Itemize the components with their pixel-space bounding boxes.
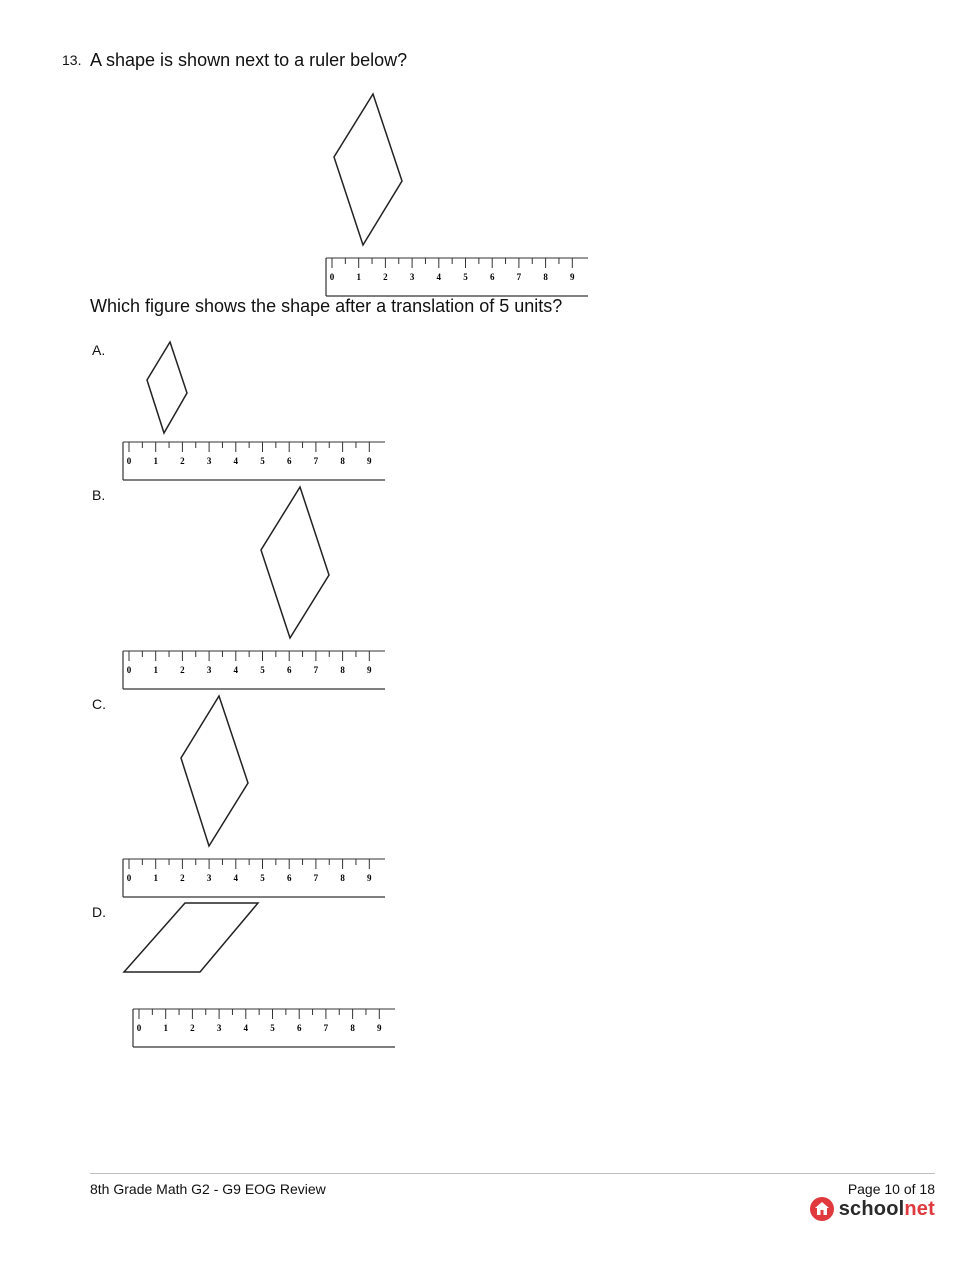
- ruler-label: 3: [206, 665, 212, 675]
- choice-c-label[interactable]: C.: [92, 696, 106, 712]
- question-text: A shape is shown next to a ruler below?: [90, 50, 408, 70]
- choice-c-figure[interactable]: [123, 696, 385, 897]
- house-icon: [809, 1196, 835, 1222]
- original-rhombus: [334, 94, 402, 245]
- ruler-label: 1: [356, 272, 361, 282]
- ruler-label: 3: [216, 1023, 222, 1033]
- footer-title: 8th Grade Math G2 - G9 EOG Review: [90, 1181, 326, 1197]
- choice-d-rhombus: [124, 903, 258, 972]
- ruler-label: 8: [543, 272, 548, 282]
- ruler-label: 9: [570, 272, 575, 282]
- choice-d-label[interactable]: D.: [92, 904, 106, 920]
- ruler-label: 5: [260, 665, 265, 675]
- ruler-label: 9: [367, 873, 372, 883]
- ruler-label: 6: [286, 456, 292, 466]
- ruler-label: 0: [126, 665, 132, 675]
- ruler-label: 1: [153, 665, 158, 675]
- ruler-label: 3: [206, 873, 212, 883]
- ruler-label: 8: [350, 1023, 355, 1033]
- ruler-label: 0: [136, 1023, 142, 1033]
- ruler-label: 7: [313, 873, 319, 883]
- ruler-original: [326, 258, 588, 296]
- logo-text-net: net: [904, 1197, 935, 1220]
- ruler-choice-a: [123, 442, 385, 480]
- ruler-label: 6: [489, 272, 495, 282]
- ruler-label: 3: [206, 456, 212, 466]
- ruler-label: 4: [233, 665, 239, 675]
- ruler-label: 2: [180, 873, 185, 883]
- ruler-label: 1: [153, 873, 158, 883]
- ruler-label: 0: [329, 272, 335, 282]
- question-number: 13.: [62, 52, 82, 68]
- ruler-label: 5: [270, 1023, 275, 1033]
- ruler-label: 8: [340, 665, 345, 675]
- ruler-label: 9: [367, 665, 372, 675]
- ruler-label: 6: [296, 1023, 302, 1033]
- ruler-label: 0: [126, 873, 132, 883]
- ruler-label: 7: [516, 272, 522, 282]
- choice-b-rhombus: [261, 487, 329, 638]
- ruler-label: 1: [163, 1023, 168, 1033]
- page-number: Page 10 of 18: [847, 1181, 935, 1197]
- ruler-label: 6: [286, 665, 292, 675]
- ruler-label: 1: [153, 456, 158, 466]
- ruler-label: 5: [463, 272, 468, 282]
- ruler-label: 7: [313, 665, 319, 675]
- ruler-label: 4: [233, 873, 239, 883]
- choice-a-figure[interactable]: [123, 342, 385, 480]
- ruler-label: 5: [260, 456, 265, 466]
- choice-b-figure[interactable]: [123, 487, 385, 689]
- choice-d-figure[interactable]: [124, 903, 395, 1047]
- choice-c-rhombus: [181, 696, 248, 846]
- ruler-label: 7: [323, 1023, 329, 1033]
- ruler-label: 9: [377, 1023, 382, 1033]
- ruler-label: 8: [340, 456, 345, 466]
- ruler-label: 5: [260, 873, 265, 883]
- ruler-label: 7: [313, 456, 319, 466]
- choice-b-label[interactable]: B.: [92, 487, 106, 503]
- ruler-label: 6: [286, 873, 292, 883]
- ruler-label: 9: [367, 456, 372, 466]
- schoolnet-logo: [809, 1196, 935, 1222]
- ruler-label: 2: [180, 665, 185, 675]
- ruler-choice-d: [133, 1009, 395, 1047]
- ruler-label: 2: [180, 456, 185, 466]
- choice-a-label[interactable]: A.: [92, 342, 106, 358]
- logo-text-school: school: [838, 1197, 905, 1220]
- ruler-label: 4: [243, 1023, 249, 1033]
- ruler-choice-b: [123, 651, 385, 689]
- ruler-label: 0: [126, 456, 132, 466]
- ruler-label: 4: [436, 272, 442, 282]
- ruler-label: 4: [233, 456, 239, 466]
- ruler-label: 8: [340, 873, 345, 883]
- footer-divider: [90, 1173, 935, 1174]
- ruler-label: 2: [190, 1023, 195, 1033]
- ruler-label: 2: [383, 272, 388, 282]
- ruler-label: 3: [409, 272, 415, 282]
- ruler-choice-c: [123, 859, 385, 897]
- subquestion-text: Which figure shows the shape after a translation of 5 units?: [90, 296, 563, 316]
- choice-a-rhombus: [147, 342, 187, 433]
